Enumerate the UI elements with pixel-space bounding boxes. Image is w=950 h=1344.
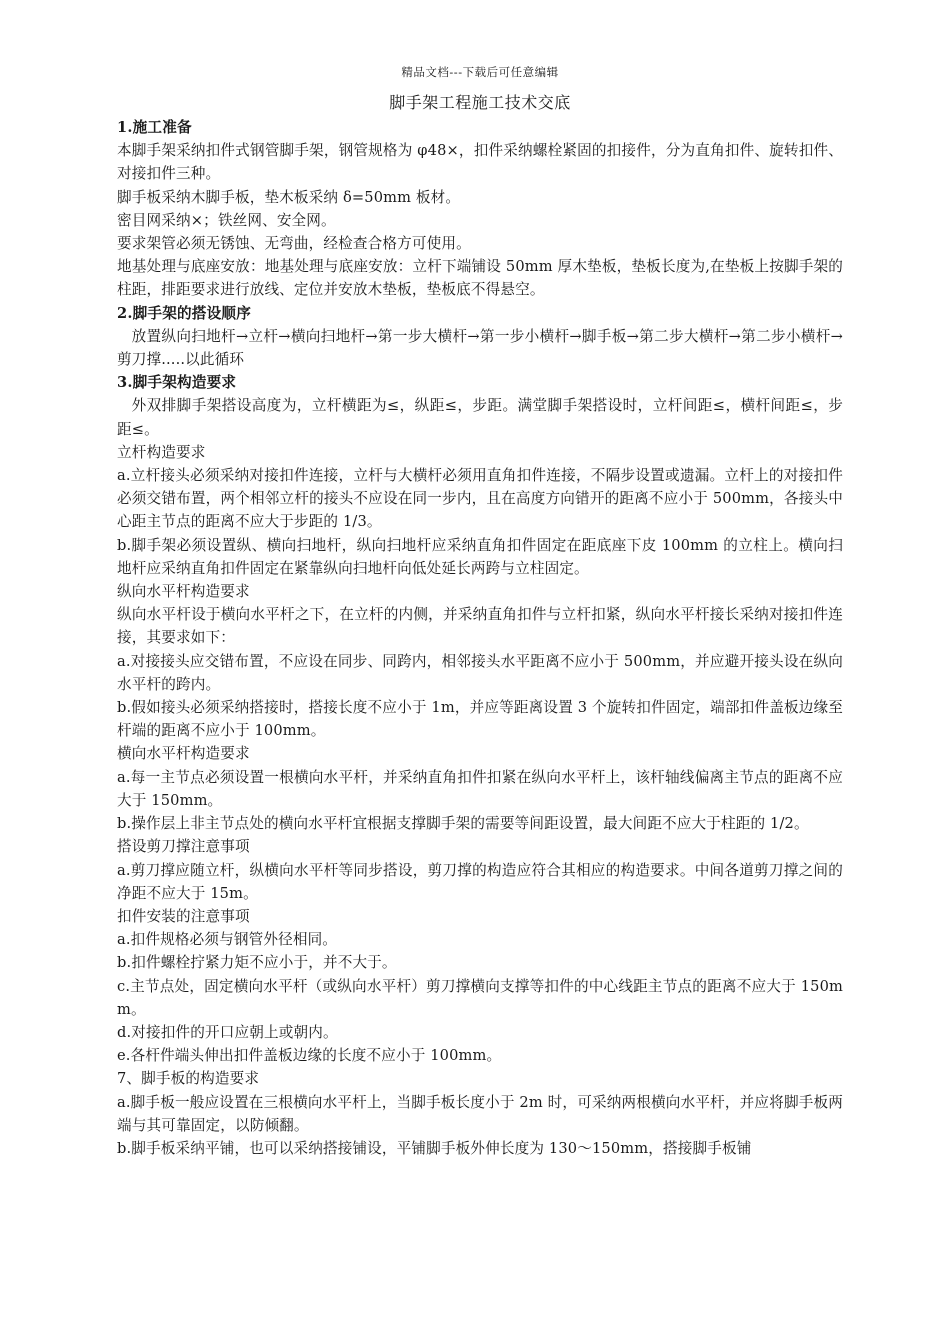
paragraph: b.扣件螺栓拧紧力矩不应小于，并不大于。 [117, 954, 397, 972]
section-heading: 2.脚手架的搭设顺序 [117, 304, 251, 322]
document-title: 脚手架工程施工技术交底 [389, 93, 571, 112]
section-heading: 1.施工准备 [117, 119, 192, 136]
paragraph: 搭设剪刀撑注意事项 [117, 838, 250, 856]
section-heading: 3.脚手架构造要求 [117, 374, 237, 392]
paragraph: 地基处理与底座安放：地基处理与底座安放：立杆下端铺设 50mm 厚木垫板，垫板长度为,在垫板上按脚手架的柱距，排距要求进行放线、定位并安放木垫板，垫板底不得悬空。 [117, 258, 843, 299]
paragraph: 外双排脚手架搭设高度为，立杆横距为≤，纵距≤，步距。满堂脚手架搭设时，立杆间距≤，横杆间距≤，步距≤。 [117, 397, 843, 438]
paragraph: b.脚手架必须设置纵、横向扫地杆，纵向扫地杆应采纳直角扣件固定在距底座下皮 100mm 的立柱上。横向扫地杆应采纳直角扣件固定在紧靠纵向扫地杆向低处延长两跨与立柱固定。 [117, 536, 843, 577]
paragraph: a.剪刀撑应随立杆，纵横向水平杆等同步搭设，剪刀撑的构造应符合其相应的构造要求。中间各道剪刀撑之间的净距不应大于 15m。 [117, 861, 843, 902]
paragraph: a.立杆接头必须采纳对接扣件连接，立杆与大横杆必须用直角扣件连接，不隔步设置或遗漏。立杆上的对接扣件必须交错布置，两个相邻立杆的接头不应设在同一步内，且在高度方向错开的距离不应小于 500mm，各接头中心距主节点的距离不应大于步距的 1/3。 [117, 467, 843, 531]
paragraph: 横向水平杆构造要求 [117, 745, 250, 763]
paragraph: 纵向水平杆设于横向水平杆之下，在立杆的内侧，并采纳直角扣件与立杆扣紧，纵向水平杆接长采纳对接扣件连接，其要求如下： [117, 606, 843, 647]
paragraph: 纵向水平杆构造要求 [117, 583, 250, 601]
paragraph: 本脚手架采纳扣件式钢管脚手架，钢管规格为 φ48×，扣件采纳螺栓紧固的扣接件，分为直角扣件、旋转扣件、对接扣件三种。 [117, 142, 843, 183]
paragraph: 7、脚手板的构造要求 [117, 1070, 260, 1088]
paragraph: 放置纵向扫地杆→立杆→横向扫地杆→第一步大横杆→第一步小横杆→脚手板→第二步大横杆→第二步小横杆→剪刀撑.....以此循环 [117, 327, 843, 369]
paragraph: e.各杆件端头伸出扣件盖板边缘的长度不应小于 100mm。 [117, 1047, 502, 1065]
document-body [117, 116, 843, 1160]
paragraph: a.每一主节点必须设置一根横向水平杆，并采纳直角扣件扣紧在纵向水平杆上，该杆轴线偏离主节点的距离不应大于 150mm。 [117, 768, 843, 809]
paragraph: 要求架管必须无锈蚀、无弯曲，经检查合格方可使用。 [117, 235, 471, 253]
paragraph: a.脚手板一般应设置在三根横向水平杆上，当脚手板长度小于 2m 时，可采纳两根横向水平杆，并应将脚手板两端与其可靠固定，以防倾翻。 [117, 1093, 843, 1134]
paragraph: a.对接接头应交错布置，不应设在同步、同跨内，相邻接头水平距离不应小于 500mm，并应避开接头设在纵向水平杆的跨内。 [117, 652, 843, 693]
paragraph: d.对接扣件的开口应朝上或朝内。 [117, 1023, 338, 1041]
paragraph: b.脚手板采纳平铺，也可以采纳搭接铺设，平铺脚手板外伸长度为 130～150mm，搭接脚手板铺 [117, 1139, 752, 1157]
paragraph: b.假如接头必须采纳搭接时，搭接长度不应小于 1m，并应等距离设置 3 个旋转扣件固定，端部扣件盖板边缘至杆端的距离不应小于 100mm。 [117, 699, 843, 740]
paragraph: 扣件安装的注意事项 [117, 907, 250, 925]
paragraph: a.扣件规格必须与钢管外径相同。 [117, 931, 338, 949]
paragraph: 密目网采纳×；铁丝网、安全网。 [117, 211, 336, 229]
paragraph: 脚手板采纳木脚手板，垫木板采纳 δ=50mm 板材。 [117, 188, 461, 206]
header-note: 精品文档---下载后可任意编辑 [401, 65, 559, 79]
paragraph: b.操作层上非主节点处的横向水平杆宜根据支撑脚手架的需要等间距设置，最大间距不应大于柱距的 1/2。 [117, 815, 809, 833]
document-page [117, 62, 843, 1160]
paragraph: 立杆构造要求 [117, 443, 206, 461]
paragraph: c.主节点处，固定横向水平杆（或纵向水平杆）剪刀撑横向支撑等扣件的中心线距主节点的距离不应大于 150mm。 [117, 977, 843, 1018]
